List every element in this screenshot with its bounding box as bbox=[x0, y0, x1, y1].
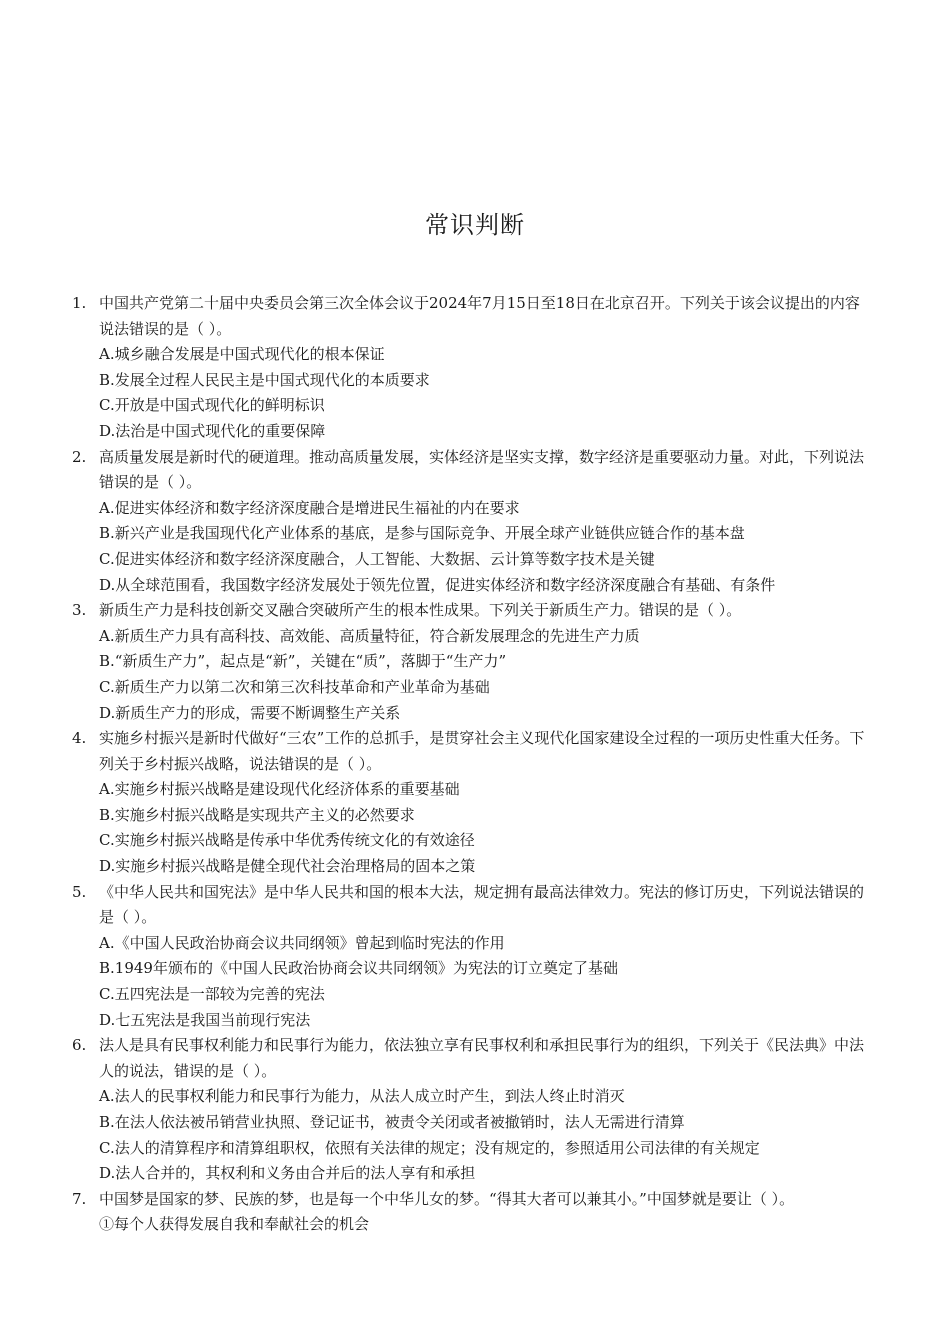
option-a: A.新质生产力具有高科技、高效能、高质量特征，符合新发展理念的先进生产力质 bbox=[99, 626, 640, 645]
option-c: C.五四宪法是一部较为完善的宪法 bbox=[99, 985, 325, 1004]
option-c: C.促进实体经济和数字经济深度融合，人工智能、大数据、云计算等数字技术是关键 bbox=[99, 549, 655, 568]
question-4 bbox=[72, 726, 872, 880]
option-b: B.在法人依法被吊销营业执照、登记证书，被责令关闭或者被撤销时，法人无需进行清算 bbox=[99, 1113, 685, 1131]
option-d: D.实施乡村振兴战略是健全现代社会治理格局的固本之策 bbox=[99, 857, 476, 876]
option-a: A.实施乡村振兴战略是建设现代化经济体系的重要基础 bbox=[99, 780, 460, 799]
option-d: D.法人合并的，其权利和义务由合并后的法人享有和承担 bbox=[99, 1164, 476, 1183]
question-number: 3. bbox=[72, 601, 87, 620]
option-b: B.“新质生产力”，起点是“新”，关键在“质”，落脚于“生产力” bbox=[99, 652, 507, 671]
option-b: B.新兴产业是我国现代化产业体系的基底，是参与国际竞争、开展全球产业链供应链合作的基本盘 bbox=[99, 524, 745, 543]
option-c: C.新质生产力以第二次和第三次科技革命和产业革命为基础 bbox=[99, 677, 490, 696]
question-number: 4. bbox=[72, 729, 87, 748]
question-2 bbox=[72, 445, 872, 599]
question-stem: 高质量发展是新时代的硬道理。推动高质量发展，实体经济是坚实支撑，数字经济是重要驱动力量。对此，下列说法错误的是（ ）。 bbox=[99, 447, 865, 492]
option-b: B.实施乡村振兴战略是实现共产主义的必然要求 bbox=[99, 805, 415, 824]
question-6 bbox=[72, 1033, 872, 1187]
option-1: ①每个人获得发展自我和奉献社会的机会 bbox=[99, 1215, 370, 1234]
question-stem: 中国梦是国家的梦、民族的梦，也是每一个中华儿女的梦。“得其大者可以兼其小。”中国梦就是要让（ ）。 bbox=[99, 1189, 795, 1208]
option-c: C.开放是中国式现代化的鲜明标识 bbox=[99, 396, 325, 415]
question-stem: 法人是具有民事权利能力和民事行为能力，依法独立享有民事权利和承担民事行为的组织，下列关于《民法典》中法人的说法，错误的是（ ）。 bbox=[99, 1036, 865, 1080]
option-b: B.1949年颁布的《中国人民政治协商会议共同纲领》为宪法的订立奠定了基础 bbox=[99, 959, 618, 978]
question-stem: 《中华人民共和国宪法》是中华人民共和国的根本大法，规定拥有最高法律效力。宪法的修订历史，下列说法错误的是（ ）。 bbox=[99, 882, 865, 927]
option-a: A.促进实体经济和数字经济深度融合是增进民生福祉的内在要求 bbox=[99, 498, 520, 517]
option-c: C.实施乡村振兴战略是传承中华优秀传统文化的有效途径 bbox=[99, 831, 475, 850]
question-number: 6. bbox=[72, 1036, 87, 1055]
option-a: A.城乡融合发展是中国式现代化的根本保证 bbox=[99, 345, 385, 364]
option-d: D.从全球范围看，我国数字经济发展处于领先位置，促进实体经济和数字经济深度融合有基础、有条件 bbox=[99, 575, 776, 594]
option-a: A.《中国人民政治协商会议共同纲领》曾起到临时宪法的作用 bbox=[99, 933, 505, 952]
option-d: D.法治是中国式现代化的重要保障 bbox=[99, 421, 326, 440]
page-title: 常识判断 bbox=[425, 211, 525, 239]
question-number: 5. bbox=[72, 882, 87, 901]
option-b: B.发展全过程人民民主是中国式现代化的本质要求 bbox=[99, 370, 430, 389]
question-number: 1. bbox=[72, 294, 87, 312]
option-c: C.法人的清算程序和清算组职权，依照有关法律的规定；没有规定的，参照适用公司法律的有关规定 bbox=[99, 1138, 760, 1157]
option-a: A.法人的民事权利能力和民事行为能力，从法人成立时产生，到法人终止时消灭 bbox=[99, 1087, 625, 1106]
question-1 bbox=[72, 291, 872, 445]
question-stem: 中国共产党第二十届中央委员会第三次全体会议于2024年7月15日至18日在北京召开。下列关于该会议提出的内容说法错误的是（ ）。 bbox=[99, 294, 860, 338]
question-number: 2. bbox=[72, 447, 87, 466]
option-d: D.七五宪法是我国当前现行宪法 bbox=[99, 1010, 311, 1029]
question-list bbox=[72, 291, 872, 1238]
question-5 bbox=[72, 880, 872, 1034]
question-stem: 实施乡村振兴是新时代做好“三农”工作的总抓手，是贯穿社会主义现代化国家建设全过程的一项历史性重大任务。下列关于乡村振兴战略，说法错误的是（ ）。 bbox=[99, 729, 865, 773]
question-7 bbox=[72, 1187, 872, 1238]
question-number: 7. bbox=[72, 1189, 87, 1208]
option-d: D.新质生产力的形成，需要不断调整生产关系 bbox=[99, 703, 401, 722]
question-3 bbox=[72, 598, 872, 726]
question-stem: 新质生产力是科技创新交叉融合突破所产生的根本性成果。下列关于新质生产力。错误的是（ ）。 bbox=[99, 601, 742, 620]
